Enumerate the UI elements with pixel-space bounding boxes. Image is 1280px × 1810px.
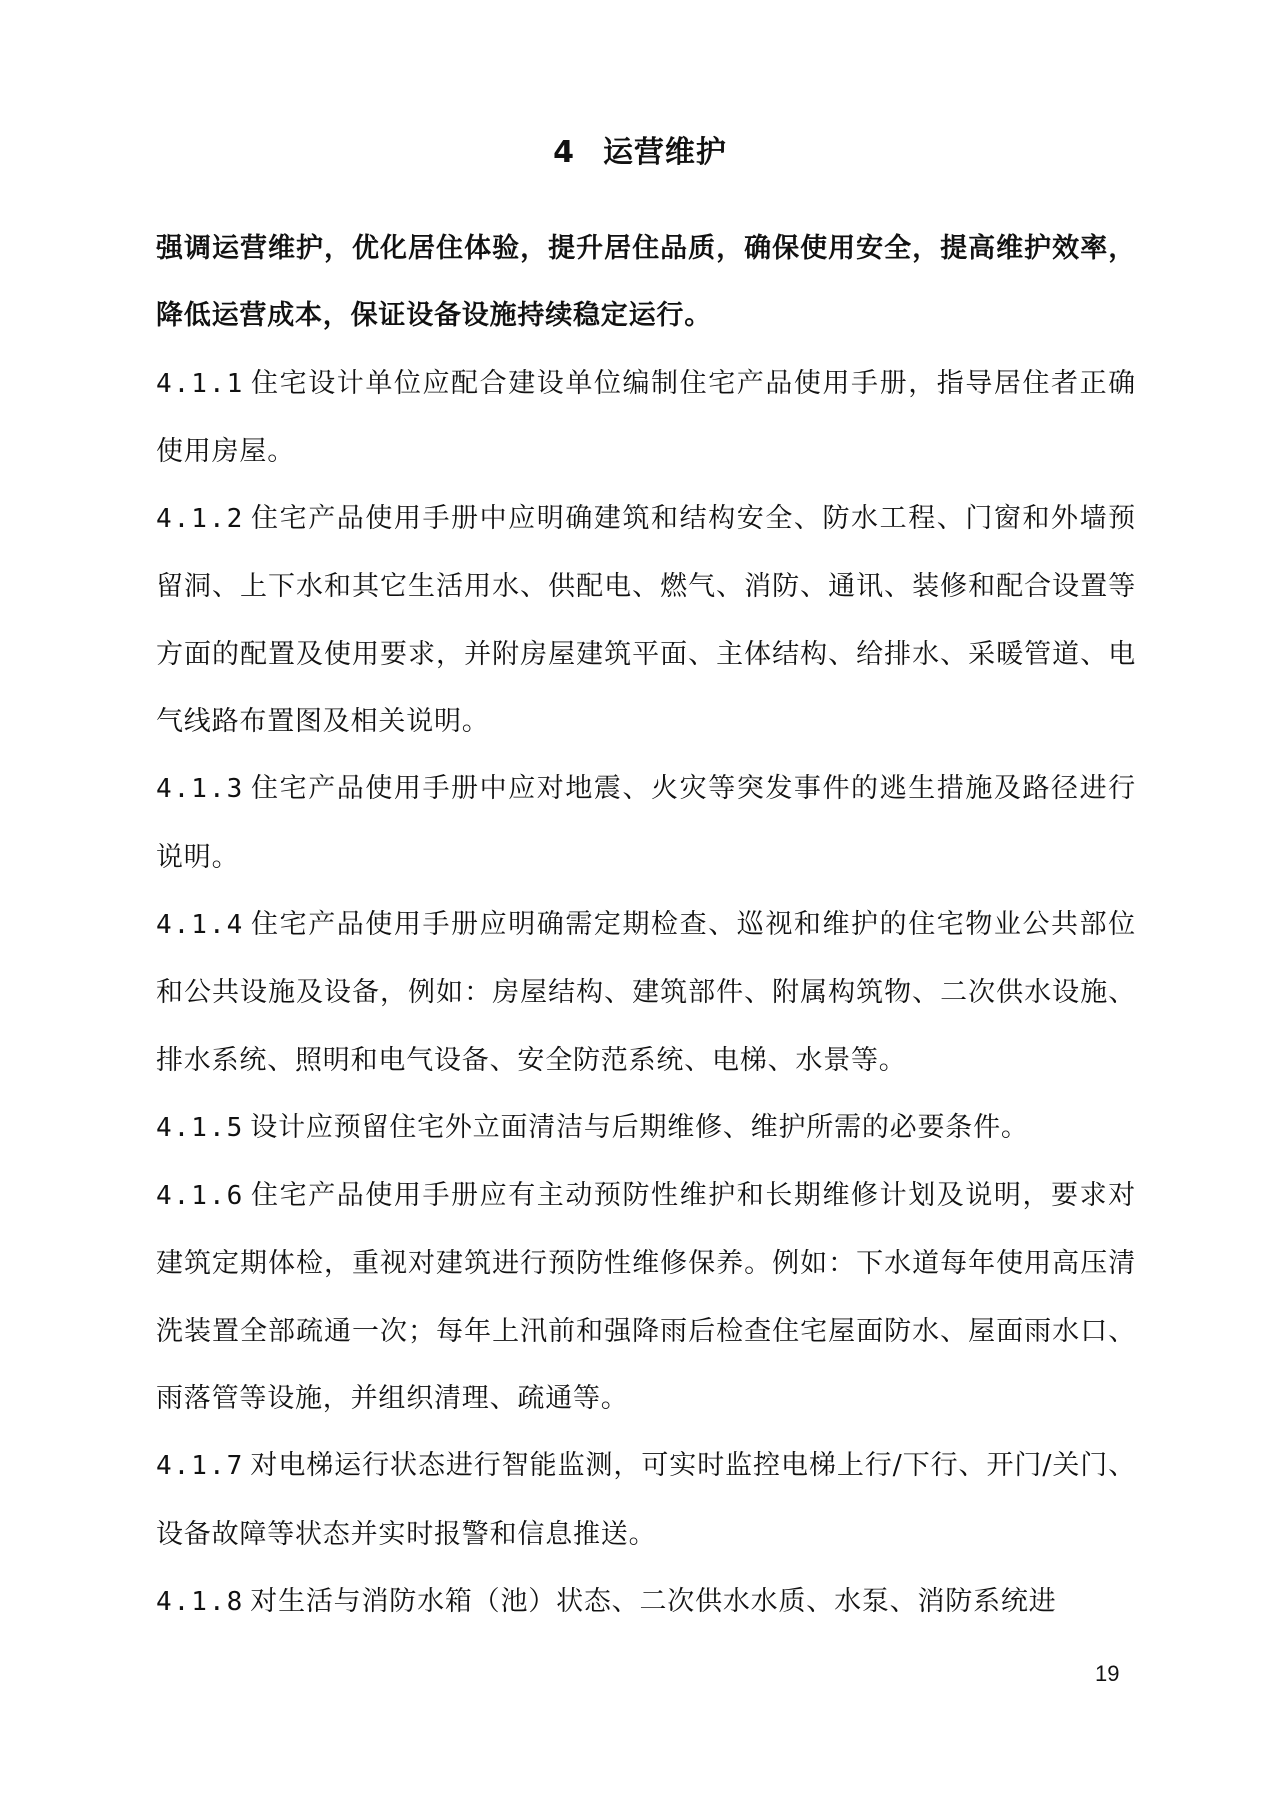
clause-number: 4.1.2 (156, 504, 245, 535)
clause-text: 设计应预留住宅外立面清洁与后期维修、维护所需的必要条件。 (250, 1111, 1029, 1143)
clause-text: 住宅产品使用手册应有主动预防性维护和长期维修计划及说明，要求对建筑定期体检，重视对建筑进行预防性维修保养。例如：下水道每年使用高压清洗装置全部疏通一次；每年上汛前和强降雨后检查住宅屋面防水、屋面雨水口、雨落管等设施，并组织清理、疏通等。 (156, 1180, 1136, 1415)
intro-paragraph: 强调运营维护，优化居住体验，提升居住品质，确保使用安全，提高维护效率，降低运营成本，保证设备设施持续稳定运行。 (156, 233, 1136, 332)
clause-number: 4.1.8 (156, 1586, 245, 1617)
clause-text: 住宅产品使用手册中应对地震、火灾等突发事件的逃生措施及路径进行说明。 (156, 773, 1136, 873)
clause-number: 4.1.3 (156, 774, 245, 805)
clause-text: 对生活与消防水箱（池）状态、二次供水水质、水泵、消防系统进 (250, 1585, 1057, 1617)
clause-text: 对电梯运行状态进行智能监测，可实时监控电梯上行/下行、开门/关门、设备故障等状态并实时报警和信息推送。 (156, 1450, 1136, 1550)
clause-4-1-1 (156, 350, 1136, 486)
clause-4-1-7 (156, 1432, 1136, 1568)
clause-4-1-4 (156, 891, 1136, 1094)
clause-text: 住宅产品使用手册应明确需定期检查、巡视和维护的住宅物业公共部位和公共设施及设备，例如：房屋结构、建筑部件、附属构筑物、二次供水设施、排水系统、照明和电气设备、安全防范系统、电梯、水景等。 (156, 908, 1136, 1076)
clause-4-1-8 (156, 1568, 1136, 1636)
section-title-text: 运营维护 (602, 135, 727, 170)
clause-number: 4.1.7 (156, 1451, 245, 1482)
clause-text: 住宅产品使用手册中应明确建筑和结构安全、防水工程、门窗和外墙预留洞、上下水和其它生活用水、供配电、燃气、消防、通讯、装修和配合设置等方面的配置及使用要求，并附房屋建筑平面、主体结构、给排水、采暖管道、电气线路布置图及相关说明。 (156, 503, 1136, 738)
section-title (0, 133, 1280, 173)
clause-4-1-6 (156, 1162, 1136, 1432)
page-number: 19 (1095, 1661, 1120, 1686)
clause-number: 4.1.1 (156, 368, 245, 399)
clause-number: 4.1.5 (156, 1112, 245, 1143)
clause-4-1-5 (156, 1094, 1136, 1162)
section-number: 4 (553, 135, 575, 170)
clause-text: 住宅设计单位应配合建设单位编制住宅产品使用手册，指导居住者正确使用房屋。 (156, 367, 1136, 467)
body-content (156, 215, 1136, 1636)
clause-4-1-3 (156, 755, 1136, 891)
clause-number: 4.1.6 (156, 1181, 245, 1212)
clause-number: 4.1.4 (156, 909, 245, 940)
clause-4-1-2 (156, 485, 1136, 755)
